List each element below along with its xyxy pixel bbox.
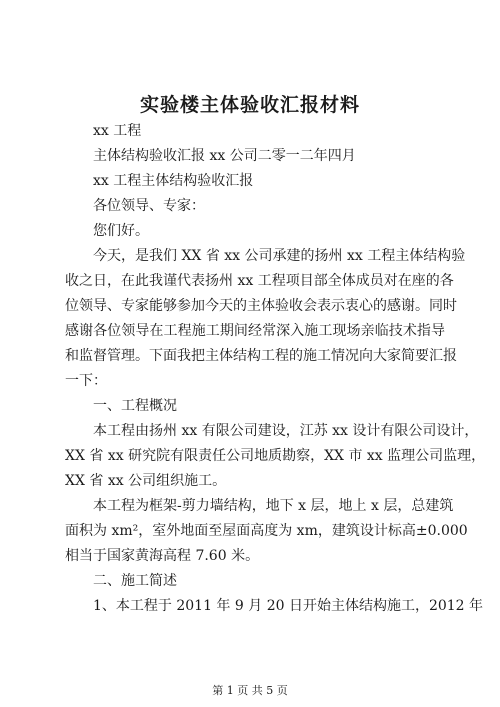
section-heading-overview: 一、工程概况 <box>93 398 177 414</box>
paragraph-line: 1、本工程于 2011 年 9 月 20 日开始主体结构施工，2012 年 <box>93 598 484 614</box>
paragraph-line: 面积为 xm²，室外地面至屋面高度为 xm，建筑设计标高±0.000 <box>65 523 468 539</box>
paragraph-line: 今天，是我们 XX 省 xx 公司承建的扬州 xx 工程主体结构验 <box>93 248 466 264</box>
paragraph-line: 一下： <box>65 373 107 389</box>
page-number-footer: 第 1 页 共 5 页 <box>212 684 288 697</box>
paragraph-line: XX 省 xx 公司组织施工。 <box>65 473 227 489</box>
text-line-salutation: 各位领导、专家： <box>93 198 205 214</box>
paragraph-line: 收之日，在此我谨代表扬州 xx 工程项目部全体成员对在座的各 <box>65 273 454 289</box>
paragraph-line: 和监督管理。下面我把主体结构工程的施工情况向大家简要汇报 <box>65 348 457 364</box>
text-line-report-title: xx 工程主体结构验收汇报 <box>93 173 254 189</box>
text-line-greeting: 您们好。 <box>93 223 149 239</box>
paragraph-line: 相当于国家黄海高程 7.60 米。 <box>65 548 260 564</box>
document-title: 实验楼主体验收汇报材料 <box>139 94 360 116</box>
paragraph-line: XX 省 xx 研究院有限责任公司地质勘察，XX 市 xx 监理公司监理， <box>65 448 486 464</box>
text-line-report-header: 主体结构验收汇报 xx 公司二零一二年四月 <box>93 148 356 164</box>
paragraph-line: 本工程为框架-剪力墙结构，地下 x 层，地上 x 层，总建筑 <box>93 498 454 514</box>
text-line-project-name: xx 工程 <box>93 123 142 139</box>
paragraph-line: 位领导、专家能够参加今天的主体验收会表示衷心的感谢。同时 <box>65 298 457 314</box>
section-heading-construction: 二、施工简述 <box>93 573 177 589</box>
paragraph-line: 本工程由扬州 xx 有限公司建设，江苏 xx 设计有限公司设计， <box>93 423 479 439</box>
paragraph-line: 感谢各位领导在工程施工期间经常深入施工现场亲临技术指导 <box>65 323 445 339</box>
